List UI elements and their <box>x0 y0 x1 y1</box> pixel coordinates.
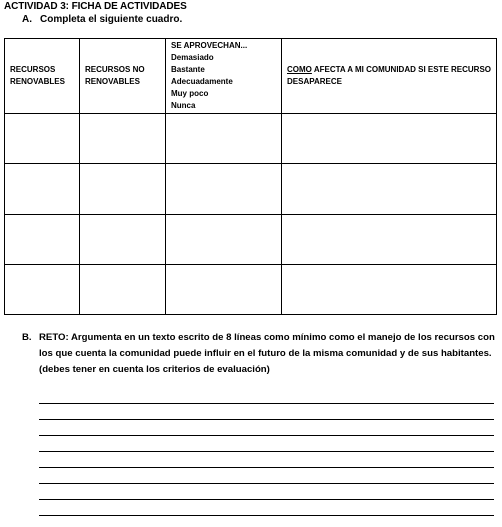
table-cell[interactable] <box>80 214 166 264</box>
usage-option: Muy poco <box>171 89 209 99</box>
table-cell[interactable] <box>80 114 166 164</box>
section-a-text: Completa el siguiente cuadro. <box>40 14 183 25</box>
usage-option: Adecuadamente <box>171 77 233 87</box>
section-b-challenge <box>22 330 498 378</box>
table-cell[interactable] <box>282 164 497 214</box>
header-renewable: RECURSOS RENOVABLES <box>5 39 80 114</box>
answer-lines <box>39 388 494 516</box>
answer-line[interactable] <box>39 388 494 404</box>
table-row <box>5 164 497 214</box>
answer-line[interactable] <box>39 500 494 516</box>
table-cell[interactable] <box>5 214 80 264</box>
usage-level-title: SE APROVECHAN... <box>171 41 248 51</box>
table-cell[interactable] <box>5 264 80 314</box>
header-impact-underlined-word: COMO <box>287 65 312 75</box>
table-cell[interactable] <box>5 164 80 214</box>
header-community-impact <box>282 39 497 114</box>
header-non-renewable: RECURSOS NO RENOVABLES <box>80 39 166 114</box>
table-cell[interactable] <box>166 164 282 214</box>
table-cell[interactable] <box>80 164 166 214</box>
table-cell[interactable] <box>282 264 497 314</box>
answer-line[interactable] <box>39 404 494 420</box>
table-cell[interactable] <box>282 114 497 164</box>
table-cell[interactable] <box>5 114 80 164</box>
table-cell[interactable] <box>166 114 282 164</box>
usage-option: Demasiado <box>171 53 214 63</box>
answer-line[interactable] <box>39 484 494 500</box>
section-b-text: RETO: Argumenta en un texto escrito de 8 líneas como mínimo como el manejo de los recursos con los que cuenta la comunidad puede influir en el futuro de la misma comunidad y de sus habitantes. (debes tener en cuenta los criterios de evaluación) <box>39 332 495 375</box>
page-title: ACTIVIDAD 3: FICHA DE ACTIVIDADES <box>4 1 187 12</box>
answer-line[interactable] <box>39 468 494 484</box>
section-a-marker: A. <box>22 14 32 25</box>
header-impact-text: AFECTA A MI COMUNIDAD SI ESTE RECURSO DESAPARECE <box>287 65 492 87</box>
table-row <box>5 264 497 314</box>
usage-option: Bastante <box>171 65 205 75</box>
answer-line[interactable] <box>39 452 494 468</box>
answer-line[interactable] <box>39 436 494 452</box>
table-header-row <box>5 39 497 114</box>
table-row <box>5 114 497 164</box>
header-usage-level <box>166 39 282 114</box>
table-cell[interactable] <box>80 264 166 314</box>
section-a-instruction <box>22 14 182 25</box>
table-cell[interactable] <box>166 264 282 314</box>
activity-table <box>4 38 497 315</box>
table-cell[interactable] <box>282 214 497 264</box>
section-b-marker: B. <box>22 332 32 343</box>
answer-line[interactable] <box>39 420 494 436</box>
usage-option: Nunca <box>171 101 196 111</box>
table-row <box>5 214 497 264</box>
table-cell[interactable] <box>166 214 282 264</box>
